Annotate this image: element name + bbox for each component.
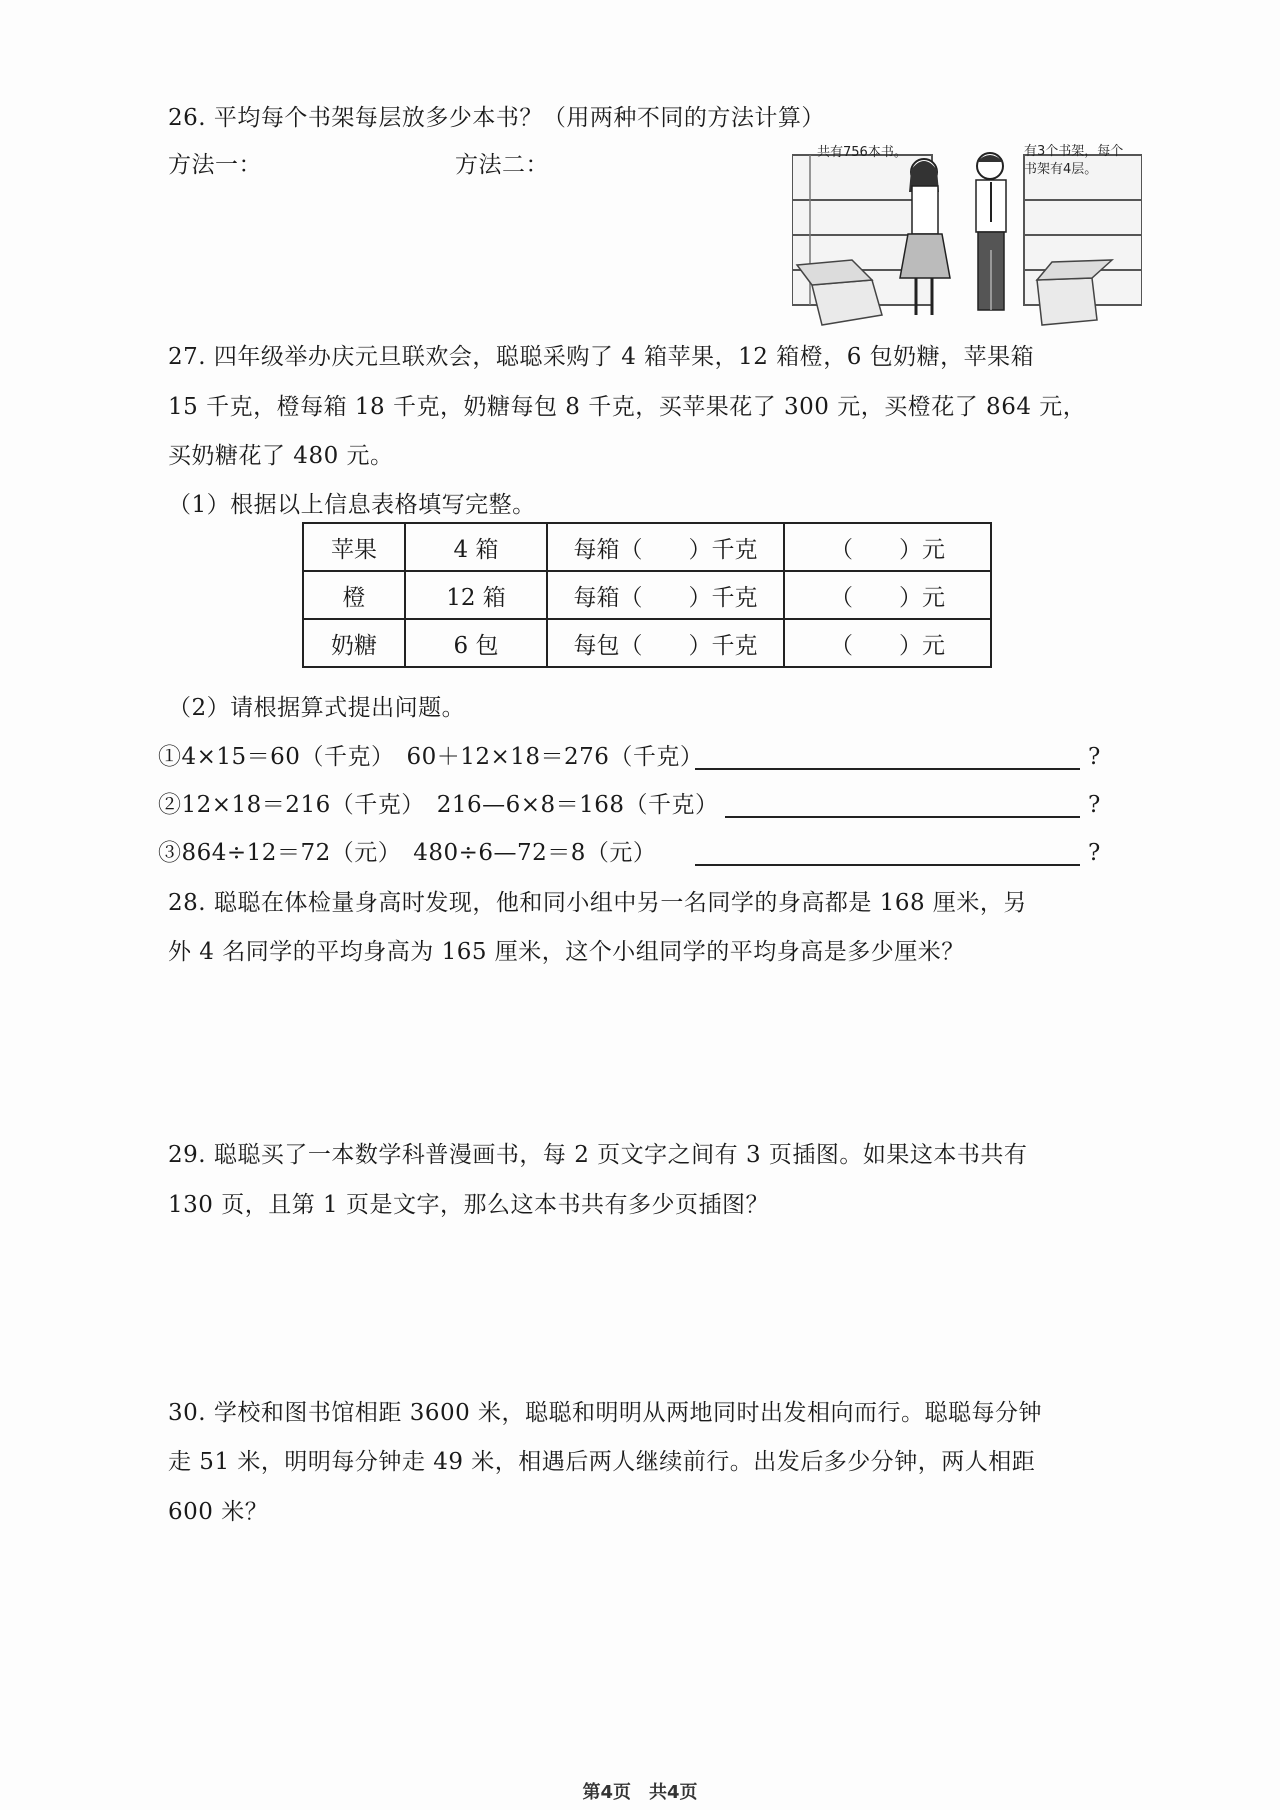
q26-method1-label: 方法一： (168, 152, 262, 178)
table-cell: 苹果 (303, 523, 405, 571)
q27-formula-1: ①4×15＝60（千克） 60＋12×18＝276（千克） (158, 744, 704, 770)
q28-line1: 28. 聪聪在体检量身高时发现，他和同小组中另一名同学的身高都是 168 厘米，另 (168, 890, 1027, 916)
q27-info-table (302, 522, 992, 668)
q29-line2: 130 页，且第 1 页是文字，那么这本书共有多少页插图？ (168, 1192, 769, 1218)
q30-line2: 走 51 米，明明每分钟走 49 米，相遇后两人继续前行。出发后多少分钟，两人相距 (168, 1449, 1036, 1475)
q27-part1-instruction: （1）根据以上信息表格填写完整。 (168, 492, 536, 518)
speech-bubble-boy-line1: 有3个书架，每个 (1024, 144, 1124, 159)
q27-line2: 15 千克，橙每箱 18 千克，奶糖每包 8 千克，买苹果花了 300 元，买橙花了 864 元， (168, 394, 1087, 420)
table-cell: 橙 (303, 571, 405, 619)
q30-line1: 30. 学校和图书馆相距 3600 米，聪聪和明明从两地同时出发相向而行。聪聪每分钟 (168, 1400, 1043, 1426)
speech-bubble-boy-line2: 书架有4层。 (1024, 162, 1098, 177)
table-cell: 每包（ ）千克 (547, 619, 784, 667)
q27-formula-3: ③864÷12＝72（元） 480÷6—72＝8（元） (158, 840, 657, 866)
q27-formula-2: ②12×18＝216（千克） 216—6×8＝168（千克） (158, 792, 719, 818)
answer-blank-1[interactable] (695, 768, 1080, 770)
table-cell: 每箱（ ）千克 (547, 571, 784, 619)
table-cell: （ ）元 (784, 571, 991, 619)
table-cell: 6 包 (405, 619, 547, 667)
table-row (303, 523, 991, 571)
q29-line1: 29. 聪聪买了一本数学科普漫画书，每 2 页文字之间有 3 页插图。如果这本书共有 (168, 1142, 1028, 1168)
bookshelf-illustration (792, 130, 1142, 335)
table-row (303, 619, 991, 667)
q30-line3: 600 米？ (168, 1499, 269, 1525)
question-mark-2: ? (1088, 792, 1101, 818)
table-cell: （ ）元 (784, 619, 991, 667)
answer-blank-2[interactable] (725, 816, 1080, 818)
question-mark-1: ? (1088, 744, 1101, 770)
question-mark-3: ? (1088, 840, 1101, 866)
table-cell: 12 箱 (405, 571, 547, 619)
table-row (303, 571, 991, 619)
q27-line3: 买奶糖花了 480 元。 (168, 443, 394, 469)
table-cell: 4 箱 (405, 523, 547, 571)
q28-line2: 外 4 名同学的平均身高为 165 厘米，这个小组同学的平均身高是多少厘米？ (168, 939, 965, 965)
q27-part2-instruction: （2）请根据算式提出问题。 (168, 695, 466, 721)
table-cell: 每箱（ ）千克 (547, 523, 784, 571)
speech-bubble-girl: 共有756本书。 (817, 145, 907, 160)
q26-text: 26. 平均每个书架每层放多少本书？（用两种不同的方法计算） (168, 105, 825, 131)
table-cell: 奶糖 (303, 619, 405, 667)
q27-line1: 27. 四年级举办庆元旦联欢会，聪聪采购了 4 箱苹果，12 箱橙，6 包奶糖，苹果箱 (168, 344, 1035, 370)
answer-blank-3[interactable] (695, 864, 1080, 866)
page-footer: 第4页 共4页 (582, 1782, 698, 1803)
q26-method2-label: 方法二： (455, 152, 549, 178)
table-cell: （ ）元 (784, 523, 991, 571)
